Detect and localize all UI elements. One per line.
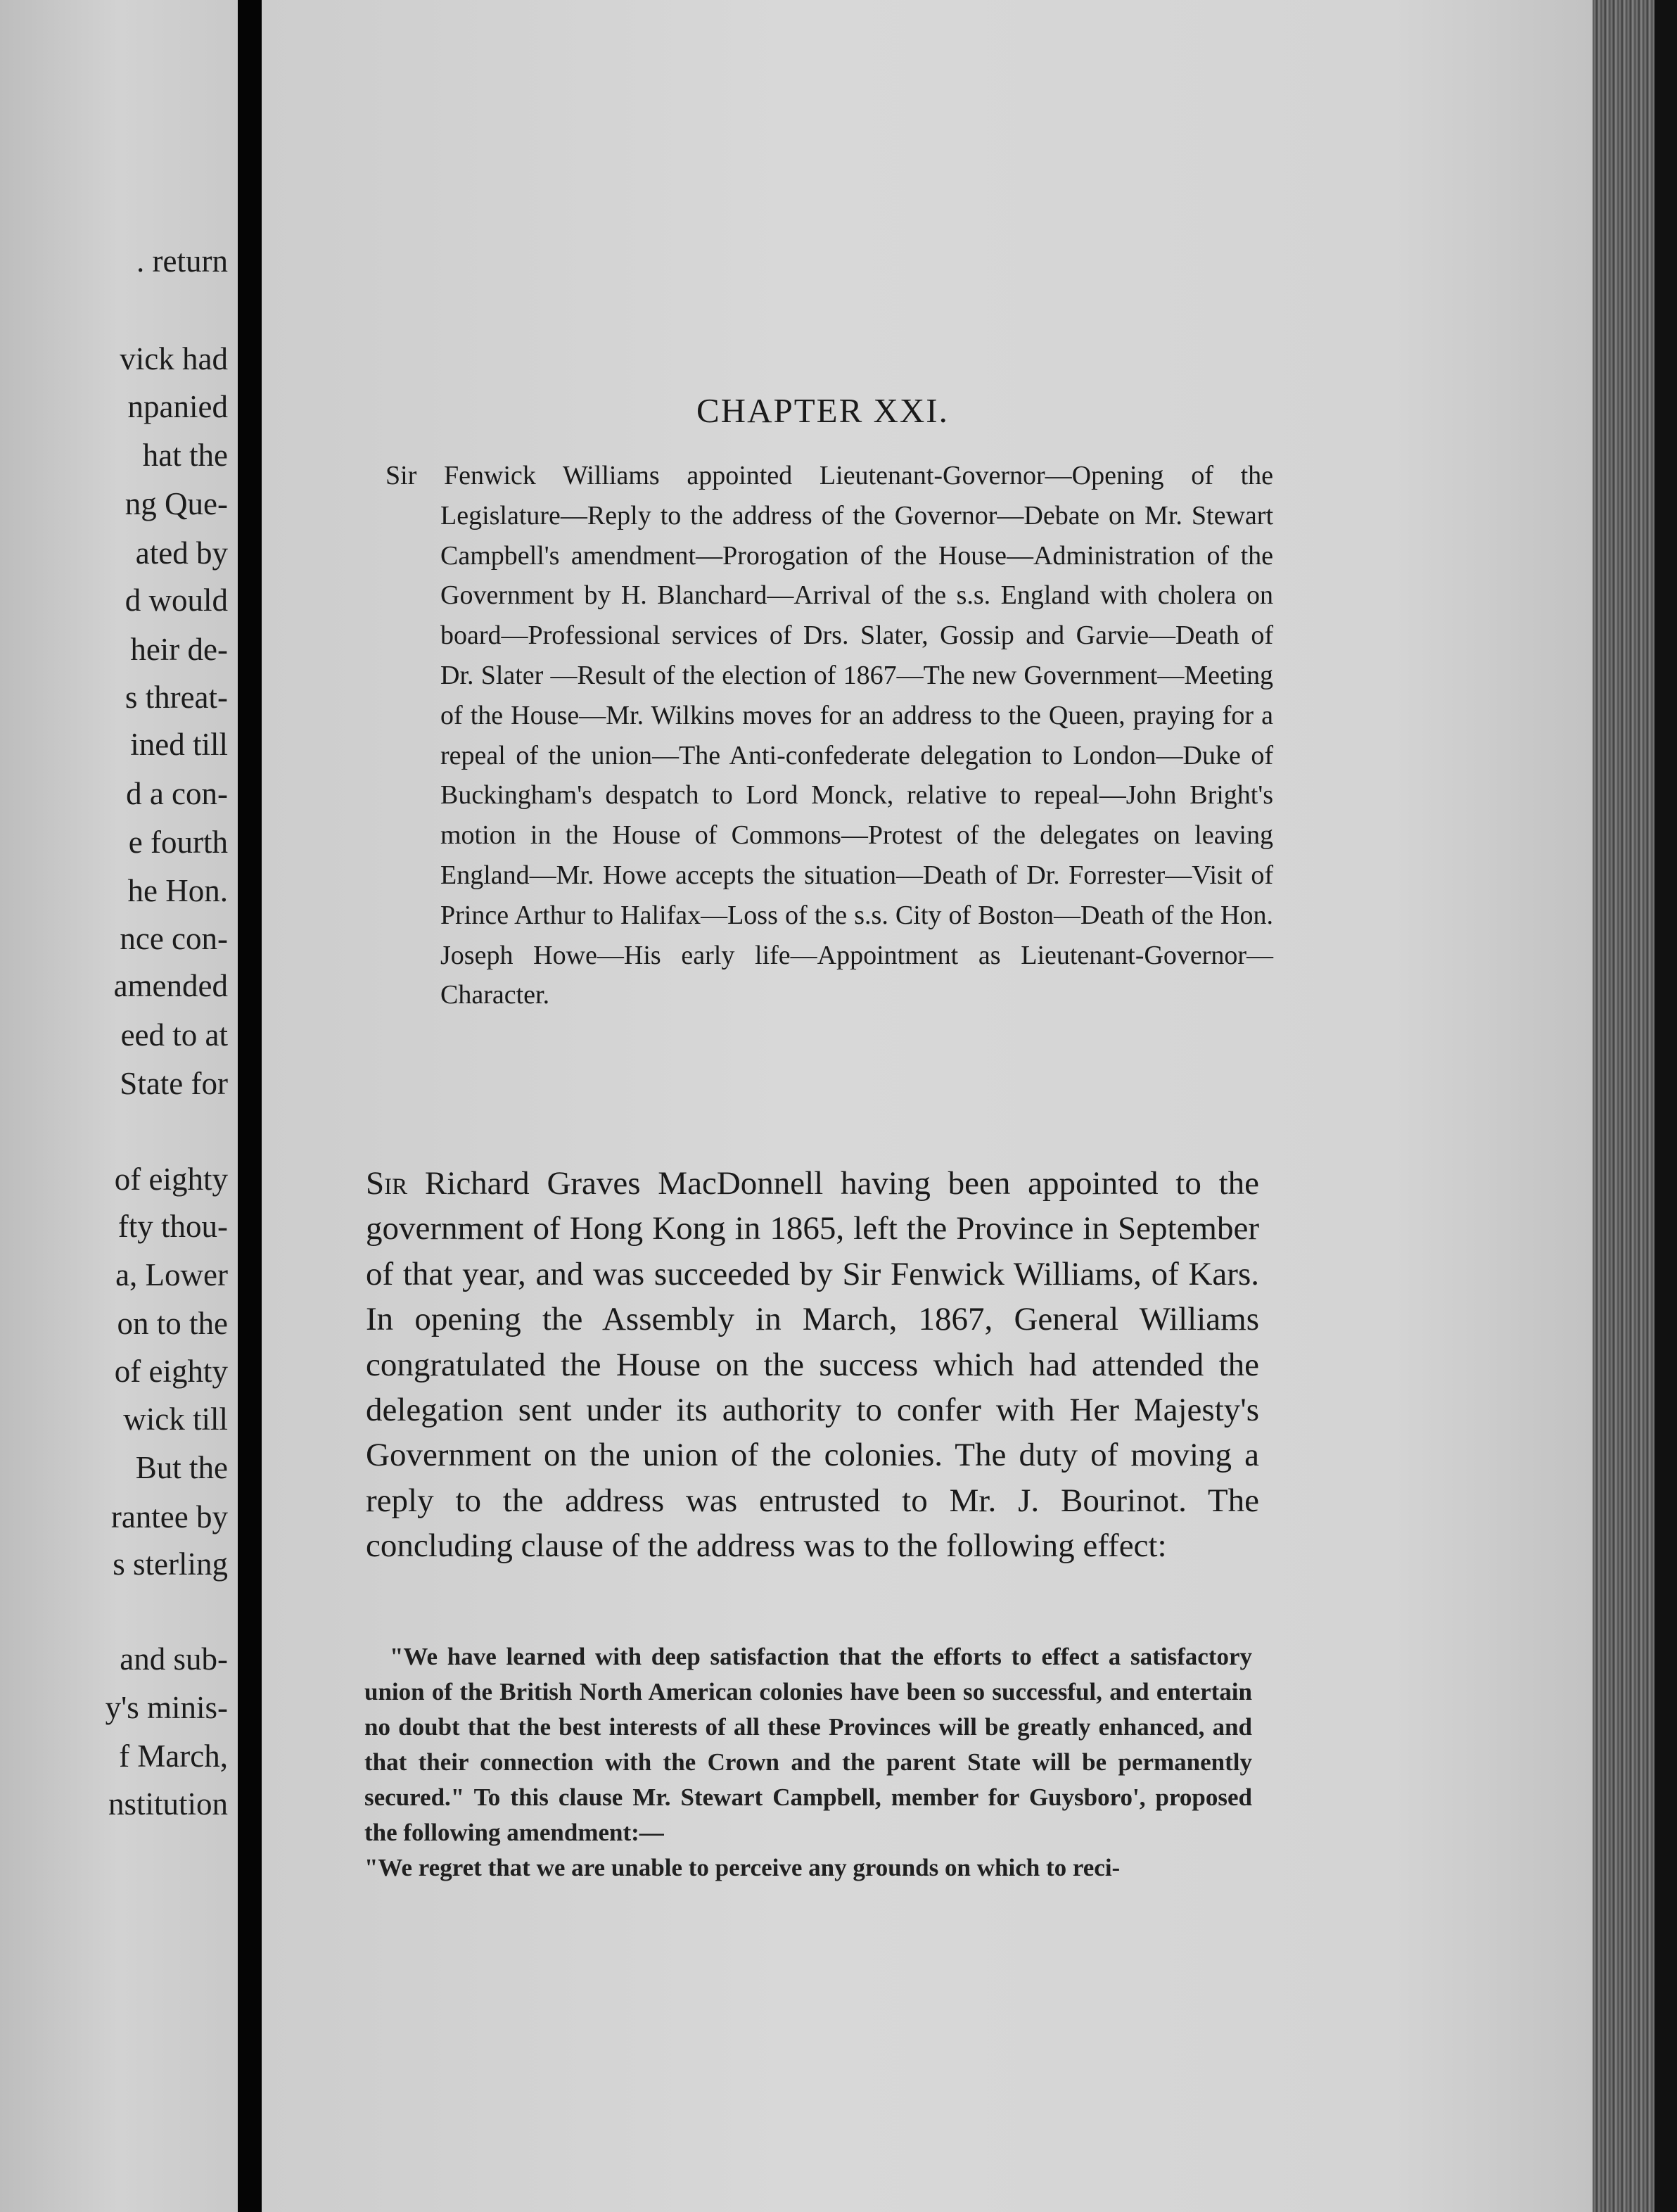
left-page-line: npanied [127, 389, 228, 424]
body-text: Richard Graves MacDonnell having been appointed to the government of Hong Kong in 1865, left the Province in September of that year, and was succeeded by Sir Fenwick Williams, of Kars. In opening the Assembly in March, 1867, General Williams congratulated the House on the success which had attended the delegation sent under its authority to confer with Her Majesty's Government on the union of the colonies. The duty of moving a reply to the address was entrusted to Mr. J. Bourinot. The concluding clause of the address was to the following effect: [366, 1165, 1259, 1565]
left-page-line: rantee by [110, 1499, 228, 1534]
left-page-line: d would [125, 583, 228, 618]
left-page-line: ng Que- [125, 486, 228, 521]
quote-text: "We have learned with deep satisfaction that the efforts to effect a satisfactory union of the British North American colonies have been so successful, and entertain no doubt that the best interests of all these Provinces will be greatly enhanced, and that their connection with the Crown and the parent State will be permanently secured." To this clause Mr. Stewart Campbell, member for Guysboro', proposed the following amendment:— [364, 1643, 1252, 1846]
left-facing-page [0, 0, 238, 2212]
left-page-line: e fourth [128, 825, 228, 860]
left-page-line: amended [113, 968, 228, 1003]
page-edge-strip [1593, 0, 1654, 2212]
left-page-line: d a con- [126, 776, 228, 811]
body-first-word: Sir [366, 1165, 408, 1202]
left-page-line: on to the [117, 1306, 228, 1341]
left-page-line: y's minis- [105, 1690, 228, 1725]
left-page-line: ined till [130, 727, 228, 762]
left-page-line: heir de- [130, 632, 228, 667]
left-page-line: eed to at [120, 1017, 228, 1053]
left-page-line: fty thou- [117, 1209, 228, 1244]
body-paragraph [366, 1161, 1259, 1569]
amendment-text: "We regret that we are unable to perceive any grounds on which to reci- [364, 1854, 1121, 1881]
left-page-line: ated by [135, 535, 228, 571]
left-page-line: f March, [119, 1739, 228, 1774]
chapter-title: CHAPTER XXI. [696, 391, 949, 430]
left-page-line: wick till [123, 1401, 228, 1437]
left-page-line: he Hon. [127, 873, 228, 908]
left-page-line: and sub- [120, 1641, 228, 1677]
left-page-line: s sterling [113, 1546, 228, 1582]
left-page-line: a, Lower [115, 1257, 228, 1292]
left-page-line: State for [120, 1066, 228, 1101]
left-page-line: of eighty [114, 1354, 228, 1389]
chapter-summary: Sir Fenwick Williams appointed Lieutenant-Governor—Opening of the Legislature—Reply to the address of the Governor—Debate on Mr. Stewart Campbell's amendment—Prorogation of the House—Administration of the Government by H. Blanchard—Arrival of the s.s. England with cholera on board—Professional services of Drs. Slater, Gossip and Garvie—Death of Dr. Slater —Result of the election of 1867—The new Government—Meeting of the House—Mr. Wilkins moves for an address to the Queen, praying for a repeal of the union—The Anti-confederate delegation to London—Duke of Buckingham's despatch to Lord Monck, relative to repeal—John Bright's motion in the House of Commons—Protest of the delegates on leaving England—Mr. Howe accepts the situation—Death of Dr. Forrester—Visit of Prince Arthur to Halifax—Loss of the s.s. City of Boston—Death of the Hon. Joseph Howe—His early life—Appointment as Lieutenant-Governor—Character. [385, 461, 1273, 1010]
left-page-line: hat the [142, 438, 228, 473]
scan-border [1654, 0, 1677, 2212]
left-page-line: s threat- [125, 680, 228, 715]
left-page-line: vick had [120, 341, 228, 376]
left-page-line: nce con- [120, 921, 228, 956]
page-gutter [238, 0, 262, 2212]
quoted-address [364, 1639, 1252, 1886]
left-page-line: . return [136, 243, 228, 279]
left-page-line: of eighty [114, 1162, 228, 1197]
left-page-line: nstitution [108, 1786, 228, 1822]
left-page-line: But the [135, 1450, 228, 1485]
